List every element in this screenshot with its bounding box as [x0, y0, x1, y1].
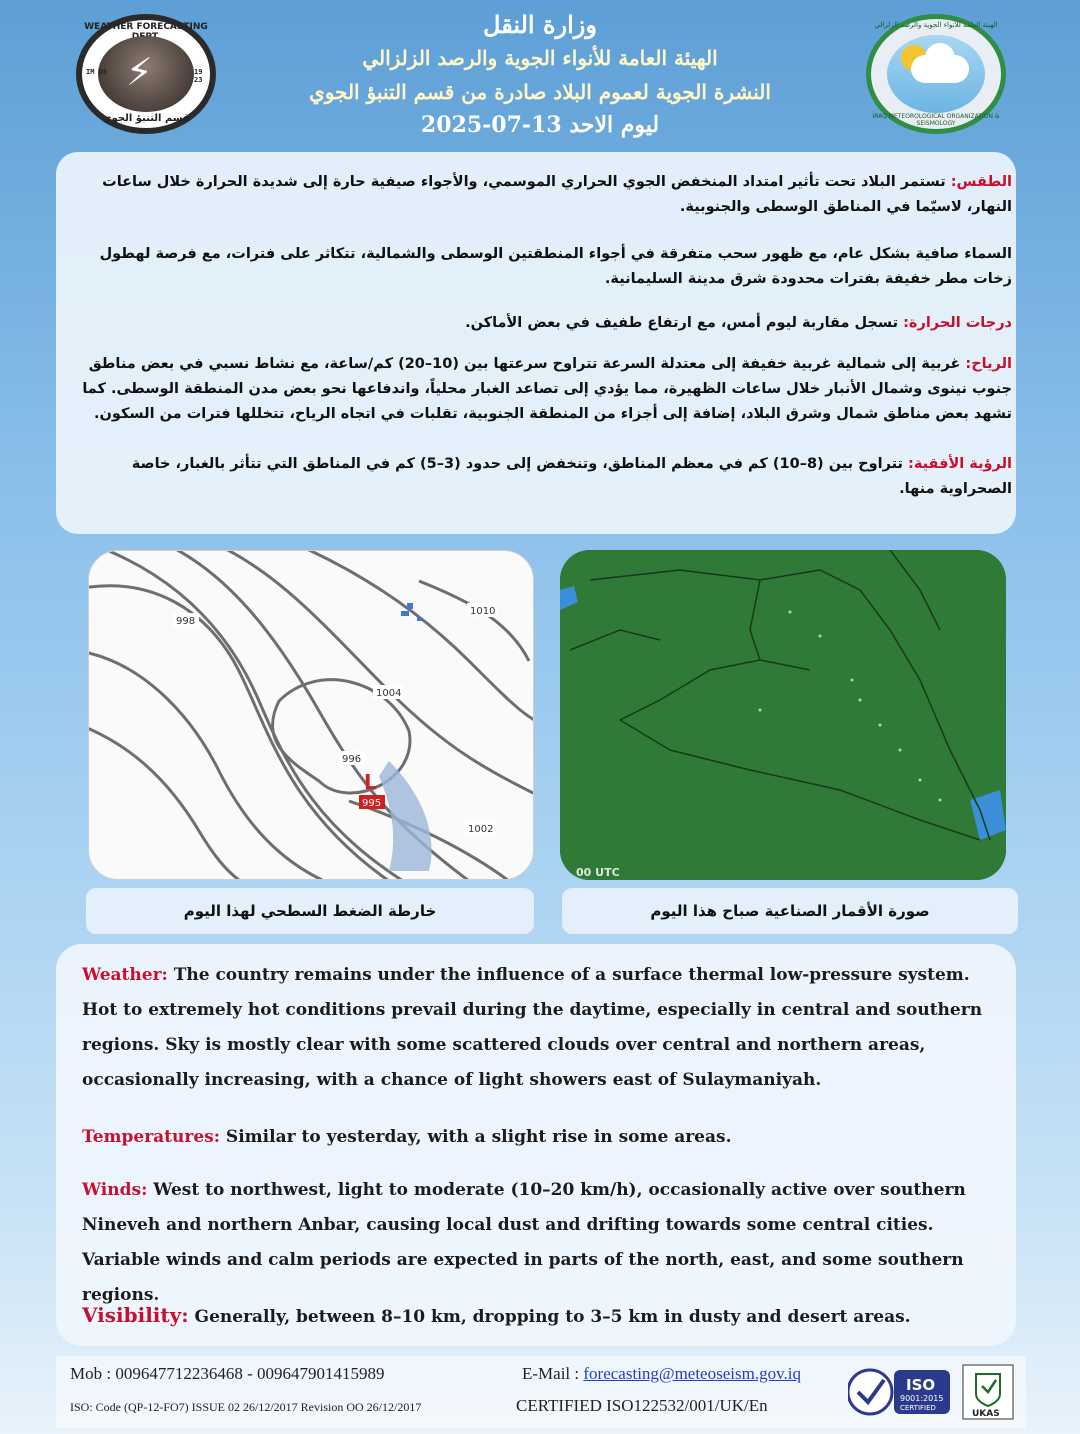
header — [0, 0, 1080, 150]
surface-pressure-map — [88, 550, 534, 880]
iso-certification-badge — [848, 1364, 952, 1420]
english-visibility-text: Generally, between 8–10 km, dropping to 3–5 km in dusty and desert areas. — [188, 1307, 911, 1327]
authority-title: الهيئة العامة للأنواء الجوية والرصد الزلزالي — [362, 46, 718, 70]
logo-left-top-text: WEATHER FORECASTING — [84, 22, 208, 32]
forecasting-dept-logo — [76, 14, 216, 134]
logo-left-bottom-text: قسم التنبؤ الجوي — [102, 113, 190, 124]
satellite-image — [560, 550, 1006, 880]
arabic-temperature-paragraph — [82, 311, 1012, 336]
isobar-label-1002: 1002 — [468, 824, 494, 835]
english-wind-label: Winds: — [82, 1180, 148, 1200]
english-weather-label: Weather: — [82, 965, 168, 985]
bulletin-title: النشرة الجوية لعموم البلاد صادرة من قسم التنبؤ الجوي — [309, 80, 771, 104]
isobar-label-1010: 1010 — [470, 606, 496, 617]
footer — [56, 1356, 1026, 1428]
lightning-icon: ⚡ — [126, 50, 153, 94]
arabic-weather-text: تستمر البلاد تحت تأثير امتداد المنخفض الجوي الحراري الموسمي، والأجواء صيفية حارة إلى شديدة الحرارة خلال ساعات النهار، لاسيّما في المناطق الوسطى والجنوبية. — [102, 174, 1012, 215]
arabic-wind-text: غربية إلى شمالية غربية خفيفة إلى معتدلة السرعة تتراوح سرعتها بين (10–20) كم/ساعة، مع نشاط نسبي في بعض مناطق جنوب نينوى وشمال الأنبار خلال ساعات الظهيرة، مما يؤدي إلى تصاعد الغبار محلياً، واندفاعها نحو بعض مدن المنطقة الوسطى. كما تشهد بعض مناطق شمال وشرق البلاد، إضافة إلى أجزاء من المنطقة الجنوبية، تقلبات في اتجاه الرياح، تتخللها فترات من السكون. — [82, 356, 1012, 422]
iso-badge-title: ISO — [906, 1376, 936, 1394]
english-visibility-paragraph — [82, 1298, 1002, 1335]
satellite-timestamp: 00 UTC — [576, 866, 620, 879]
arabic-temperature-text: تسجل مقاربة ليوم أمس، مع ارتفاع طفيف في بعض الأماكن. — [465, 315, 904, 331]
logo-left-side-right: 19 23 — [194, 68, 203, 84]
iso-badge-standard: 9001:2015 — [900, 1394, 944, 1403]
english-wind-text: West to northwest, light to moderate (10–20 km/h), occasionally active over southern Nineveh and northern Anbar, causing local dust and drifting towards some central cities. Variable winds and calm periods are expected in parts of the north, east, and some southern regions. — [82, 1180, 966, 1305]
ukas-badge — [962, 1364, 1014, 1420]
meteorological-organization-logo — [866, 14, 1006, 134]
english-wind-paragraph — [82, 1173, 1002, 1313]
english-weather-paragraph — [82, 958, 1002, 1098]
logo-left-side-left: IM OS — [86, 68, 108, 76]
logo-right-top-text: الهيئة العامة للأنواء الجوية والرصد الزلزالي — [874, 21, 998, 29]
arabic-wind-label: الرياح: — [965, 356, 1012, 372]
certified-line: CERTIFIED ISO122532/001/UK/En — [516, 1396, 768, 1415]
arabic-sky-paragraph: السماء صافية بشكل عام، مع ظهور سحب متفرقة في أجواء المنطقتين الوسطى والشمالية، تتكاثر على فترات، مع فرصة لهطول زخات مطر خفيفة بفترات محدودة شرق مدينة السليمانية. — [99, 246, 1012, 287]
date-line: ليوم الاحد 13-07-2025 — [420, 112, 660, 138]
arabic-visibility-text: تتراوح بين (8–10) كم في معظم المناطق، وتنخفض إلى حدود (3–5) كم في المناطق التي تتأثر بالغبار، خاصة الصحراوية منها. — [131, 456, 1012, 497]
isobar-label-998: 998 — [176, 616, 196, 627]
logo-right-bottom-text: IRAQ METEOROLOGICAL ORGANIZATION & SEISMOLOGY — [872, 113, 1000, 127]
iso-badge-certified: CERTIFIED — [900, 1404, 936, 1412]
ukas-label: UKAS — [972, 1409, 1000, 1419]
ministry-title: وزارة النقل — [483, 10, 597, 39]
email-label: E-Mail : — [522, 1364, 584, 1383]
english-weather-text: The country remains under the influence of a surface thermal low-pressure system. Hot to extremely hot conditions prevail during the daytime, especially in central and southern regions. Sky is mostly clear with some scattered clouds over central and northern areas, occasionally increasing, with a chance of light showers east of Sulaymaniyah. — [82, 965, 983, 1090]
arabic-visibility-paragraph — [82, 452, 1012, 502]
arabic-wind-paragraph — [82, 352, 1012, 427]
english-visibility-label: Visibility: — [82, 1303, 189, 1327]
low-pressure-value: 995 — [362, 798, 382, 809]
low-pressure-symbol: L — [364, 770, 377, 794]
arabic-visibility-label: الرؤية الأفقية: — [908, 456, 1012, 472]
iso-code-line: ISO: Code (QP-12-FO7) ISSUE 02 26/12/2017 Revision OO 26/12/2017 — [70, 1400, 422, 1414]
arabic-weather-label: الطقس: — [950, 174, 1012, 190]
email-line — [522, 1364, 801, 1384]
satellite-caption: صورة الأقمار الصناعية صباح هذا اليوم — [562, 888, 1018, 934]
mobile-numbers: Mob : 009647712236468 - 009647901415989 — [70, 1364, 385, 1383]
arabic-temperature-label: درجات الحرارة: — [903, 315, 1012, 331]
english-temperature-text: Similar to yesterday, with a slight rise in some areas. — [220, 1127, 732, 1147]
pressure-map-caption: خارطة الضغط السطحي لهذا اليوم — [86, 888, 534, 934]
arabic-weather-paragraph — [82, 170, 1012, 220]
english-temperature-label: Temperatures: — [82, 1127, 221, 1147]
cloud-puff-icon — [925, 43, 955, 73]
isobar-label-1004: 1004 — [376, 688, 402, 699]
english-temperature-paragraph — [82, 1120, 1002, 1155]
isobar-label-996: 996 — [342, 754, 362, 765]
email-link[interactable]: forecasting@meteoseism.gov.iq — [583, 1364, 801, 1383]
